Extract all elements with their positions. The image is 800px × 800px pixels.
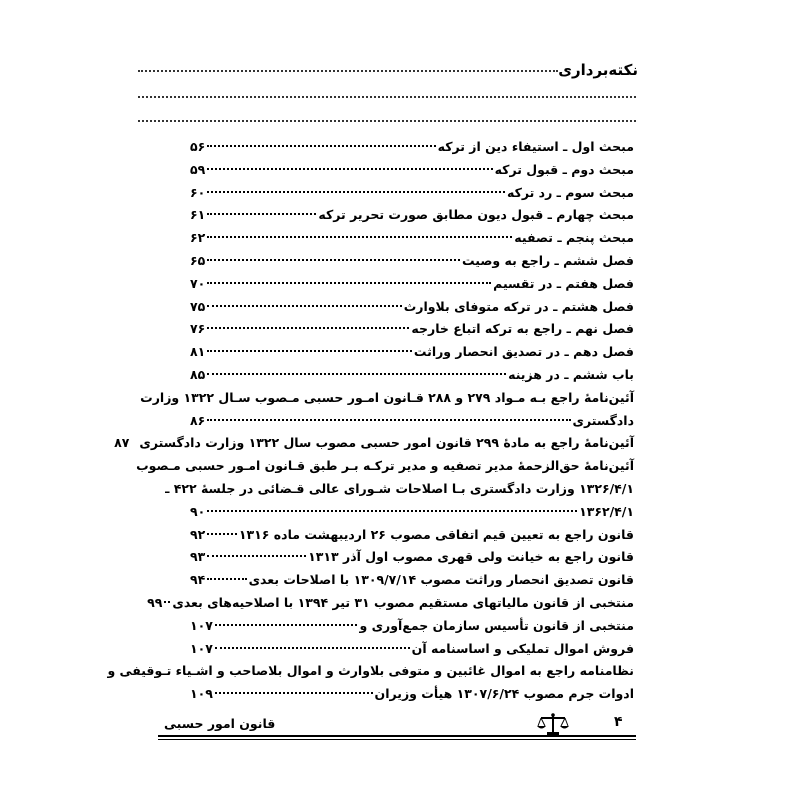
toc-entry-page: ۹۰ (190, 503, 206, 519)
toc-entry-page: ۶۵ (190, 252, 206, 268)
toc-entry-line: ۱۳۶۲/۴/۱ (579, 503, 634, 519)
toc-entry-line: ۱۳۲۶/۴/۱ وزارت دادگستری بـا اصلاحات شـورای عالی قـضائی در جلسهٔ ۴۲۲ ـ (165, 480, 634, 496)
toc-entry-title: آئین‌نامهٔ راجع به مادهٔ ۲۹۹ قانون امور حسبی مصوب سال ۱۳۲۲ وزارت دادگستری (139, 435, 634, 451)
toc-entry-last-line (190, 683, 634, 706)
toc-entry-page: ۵۹ (190, 161, 206, 177)
toc-entry-page: ۹۲ (190, 526, 206, 542)
notes-line-2 (138, 96, 636, 98)
toc-entry[interactable] (190, 182, 634, 205)
toc-entry[interactable] (190, 273, 634, 296)
toc-leader (207, 555, 306, 557)
book-title: قانون امور حسبی (164, 716, 276, 731)
toc-entry-line: آئین‌نامهٔ راجع بـه مـواد ۲۷۹ و ۲۸۸ قـانون امـور حسبی مـصوب سـال ۱۳۲۲ وزارت (140, 389, 634, 405)
toc-leader (207, 419, 570, 421)
toc-leader (207, 236, 512, 238)
toc-leader (207, 373, 506, 375)
toc-entry-last-line (190, 410, 634, 433)
notes-line-3 (138, 120, 636, 122)
toc-entry-last-line (190, 501, 634, 524)
scales-of-justice-icon (536, 712, 570, 736)
toc-entry[interactable] (190, 318, 634, 341)
toc-entry-title: قانون راجع به خیانت ولی قهری مصوب اول آذر ۱۳۱۳ (308, 549, 634, 565)
toc-entry-title: فروش اموال تملیکی و اساسنامه آن (411, 640, 634, 656)
toc-entry-page: ۶۰ (190, 184, 206, 200)
toc-entry-page: ۷۵ (190, 298, 206, 314)
toc-leader (215, 624, 358, 626)
notes-line-1 (138, 70, 558, 72)
toc-entry-page: ۸۷ (114, 435, 130, 451)
toc-entry-page: ۸۱ (190, 344, 206, 360)
toc-leader (207, 191, 505, 193)
toc-leader (207, 578, 246, 580)
toc-entry-page: ۶۲ (190, 230, 206, 246)
toc-entry-line: آئین‌نامهٔ حق‌الزحمهٔ مدیر تصفیه و مدیر ترکـه بـر طبق قـانون امـور حسبی مـصوب (136, 458, 634, 474)
toc-entry-page: ۹۹ (147, 594, 163, 610)
toc-entry[interactable] (190, 204, 634, 227)
toc-entry-title: باب ششم ـ در هزینه (508, 366, 634, 382)
notes-title: نکته‌برداری (558, 61, 638, 79)
toc-entry[interactable] (190, 615, 634, 638)
toc-entry-page: ۹۴ (190, 572, 206, 588)
toc-entry-line: نظامنامه راجع به اموال غائبین و متوفی بلاوارث و اموال بلاصاحب و اشـیاء تـوقیفی و (107, 663, 634, 679)
toc-entry-page: ۷۶ (190, 321, 206, 337)
toc-entry-title: مبحث دوم ـ قبول ترکه (494, 161, 634, 177)
toc-entry[interactable] (190, 227, 634, 250)
toc-entry[interactable] (190, 524, 634, 547)
footer-rule (158, 735, 636, 737)
toc-entry-line: ادوات جرم مصوب ۱۳۰۷/۶/۲۴ هیأت وزیران (374, 686, 634, 702)
toc-entry[interactable] (190, 364, 634, 387)
toc-leader (164, 601, 170, 603)
toc-entry-page: ۱۰۹ (190, 686, 213, 702)
toc-entry[interactable] (190, 136, 634, 159)
toc-entry[interactable] (147, 592, 634, 615)
toc-entry-page: ۸۶ (190, 412, 206, 428)
toc-entry[interactable] (190, 638, 634, 661)
page-number: ۴ (614, 714, 623, 730)
toc-entry-title: مبحث پنجم ـ تصفیه (514, 230, 634, 246)
toc-leader (207, 168, 492, 170)
toc-leader (207, 282, 491, 284)
toc-entry-title: منتخبی از قانون تأسیس سازمان جمع‌آوری و (359, 617, 634, 633)
toc-entry-multiline[interactable] (107, 660, 634, 706)
toc-entry-page: ۶۱ (190, 207, 206, 223)
toc-entry-page: ۸۵ (190, 366, 206, 382)
toc-entry[interactable] (190, 159, 634, 182)
toc-leader (215, 692, 373, 694)
toc-entry-title: مبحث سوم ـ رد ترکه (507, 184, 634, 200)
toc-entry[interactable] (190, 569, 634, 592)
toc-entry-title: فصل دهم ـ در تصدیق انحصار وراثت (413, 344, 634, 360)
table-of-contents (107, 136, 634, 706)
toc-entry[interactable] (190, 250, 634, 273)
footer-rule-thin (158, 739, 636, 740)
toc-leader (207, 533, 237, 535)
toc-entry[interactable] (114, 432, 634, 455)
toc-leader (215, 647, 410, 649)
toc-entry-line: دادگستری (572, 412, 634, 428)
toc-entry-title: مبحث اول ـ استیفاء دین از ترکه (437, 139, 634, 154)
toc-leader (207, 305, 401, 307)
toc-entry-title: مبحث چهارم ـ قبول دیون مطابق صورت تحریر ترکه (318, 207, 634, 223)
toc-entry-page: ۷۰ (190, 275, 206, 291)
toc-entry-title: فصل هشتم ـ در ترکه متوفای بلاوارث (403, 298, 634, 314)
toc-entry-title: قانون تصدیق انحصار وراثت مصوب ۱۳۰۹/۷/۱۴ با اصلاحات بعدی (248, 572, 634, 588)
toc-entry-title: فصل ششم ـ راجع به وصیت (462, 252, 634, 268)
toc-entry-page: ۹۳ (190, 549, 206, 565)
toc-entry-page: ۱۰۷ (190, 617, 213, 633)
toc-entry-title: قانون راجع به تعیین قیم اتفاقی مصوب ۲۶ اردیبهشت ماده ۱۳۱۶ (238, 526, 634, 542)
toc-entry-title: منتخبی از قانون مالیاتهای مستقیم مصوب ۳۱ تیر ۱۳۹۴ با اصلاحیه‌های بعدی (172, 594, 634, 610)
toc-leader (207, 327, 409, 329)
toc-entry[interactable] (190, 341, 634, 364)
toc-entry-multiline[interactable] (136, 455, 634, 523)
toc-entry-multiline[interactable] (140, 387, 634, 433)
toc-entry-page: ۱۰۷ (190, 640, 213, 656)
toc-leader (207, 510, 577, 512)
toc-entry-title: فصل هفتم ـ در تقسیم (493, 275, 634, 291)
toc-leader (207, 145, 435, 147)
toc-leader (207, 213, 316, 215)
toc-entry-title: فصل نهم ـ راجع به ترکه اتباع خارجه (411, 321, 634, 337)
toc-entry[interactable] (190, 296, 634, 319)
toc-leader (207, 350, 412, 352)
toc-entry[interactable] (190, 546, 634, 569)
toc-entry-page: ۵۶ (190, 139, 206, 154)
toc-leader (207, 259, 460, 261)
